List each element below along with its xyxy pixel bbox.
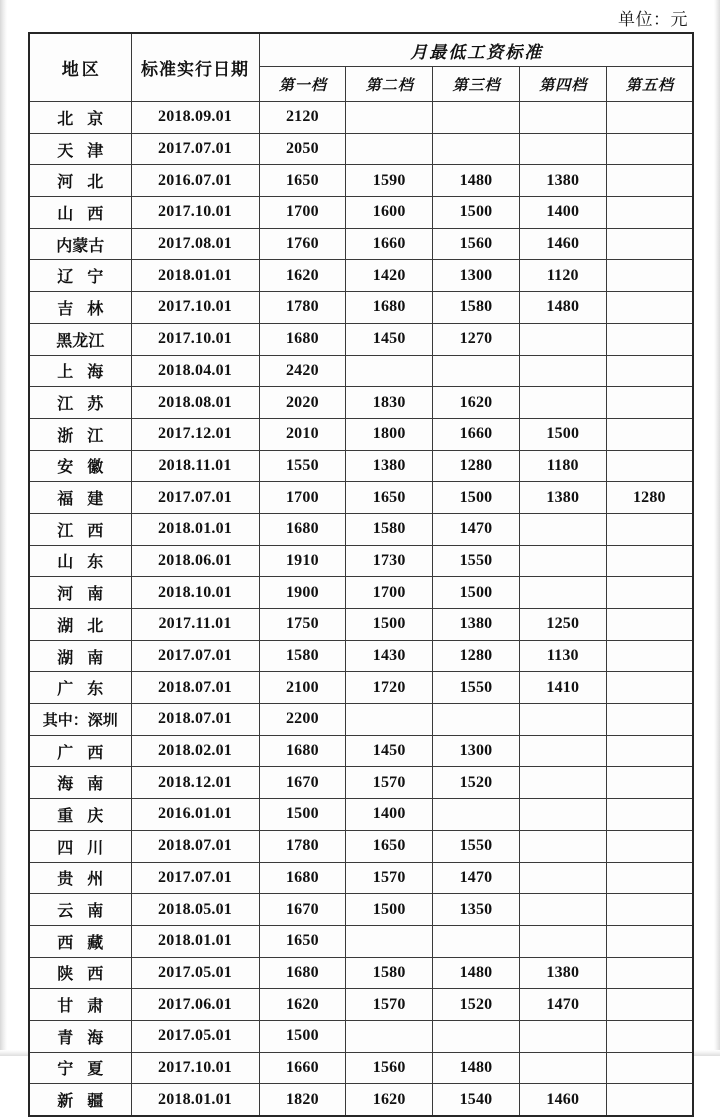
cell-tier-5 xyxy=(606,672,693,704)
cell-tier-1: 1670 xyxy=(259,894,346,926)
cell-tier-5 xyxy=(606,989,693,1021)
cell-region: 天津 xyxy=(29,133,131,165)
cell-tier-4 xyxy=(519,767,606,799)
cell-tier-1: 1700 xyxy=(259,482,346,514)
cell-tier-2: 1450 xyxy=(346,323,433,355)
cell-tier-3 xyxy=(433,355,520,387)
table-row xyxy=(29,323,693,355)
cell-tier-4: 1380 xyxy=(519,957,606,989)
cell-effective-date: 2018.06.01 xyxy=(131,545,259,577)
cell-tier-2: 1600 xyxy=(346,197,433,229)
column-header-group-monthly-minimum-wage: 月最低工资标准 xyxy=(259,33,693,67)
table-row xyxy=(29,355,693,387)
cell-tier-5 xyxy=(606,704,693,736)
cell-tier-2: 1580 xyxy=(346,957,433,989)
cell-tier-3: 1280 xyxy=(433,640,520,672)
cell-tier-5 xyxy=(606,355,693,387)
column-header-effective-date: 标准实行日期 xyxy=(131,33,259,102)
cell-tier-4: 1120 xyxy=(519,260,606,292)
column-header-tier-3: 第三档 xyxy=(433,67,520,102)
cell-tier-1: 2200 xyxy=(259,704,346,736)
cell-region: 广东 xyxy=(29,672,131,704)
cell-tier-5 xyxy=(606,387,693,419)
cell-tier-1: 1750 xyxy=(259,609,346,641)
table-row xyxy=(29,830,693,862)
cell-tier-1: 1670 xyxy=(259,767,346,799)
cell-tier-3: 1520 xyxy=(433,989,520,1021)
cell-effective-date: 2017.10.01 xyxy=(131,292,259,324)
cell-region: 四川 xyxy=(29,830,131,862)
cell-tier-1: 1760 xyxy=(259,228,346,260)
cell-tier-4 xyxy=(519,704,606,736)
cell-tier-5 xyxy=(606,640,693,672)
cell-region: 甘肃 xyxy=(29,989,131,1021)
cell-tier-1: 1680 xyxy=(259,513,346,545)
cell-tier-3 xyxy=(433,704,520,736)
cell-tier-5 xyxy=(606,165,693,197)
cell-effective-date: 2018.01.01 xyxy=(131,513,259,545)
cell-tier-1: 1910 xyxy=(259,545,346,577)
cell-tier-5 xyxy=(606,102,693,134)
cell-tier-4 xyxy=(519,735,606,767)
cell-tier-4: 1380 xyxy=(519,482,606,514)
cell-tier-2: 1700 xyxy=(346,577,433,609)
cell-tier-3: 1500 xyxy=(433,577,520,609)
cell-tier-2 xyxy=(346,102,433,134)
cell-effective-date: 2017.05.01 xyxy=(131,1020,259,1052)
cell-tier-4: 1250 xyxy=(519,609,606,641)
cell-tier-1: 1500 xyxy=(259,799,346,831)
table-row xyxy=(29,197,693,229)
cell-tier-2 xyxy=(346,704,433,736)
cell-effective-date: 2018.10.01 xyxy=(131,577,259,609)
cell-tier-5 xyxy=(606,323,693,355)
table-row xyxy=(29,1052,693,1084)
minimum-wage-table xyxy=(28,32,694,1117)
cell-region: 广西 xyxy=(29,735,131,767)
cell-tier-3 xyxy=(433,925,520,957)
cell-effective-date: 2016.01.01 xyxy=(131,799,259,831)
cell-region: 湖北 xyxy=(29,609,131,641)
cell-tier-1: 1650 xyxy=(259,925,346,957)
cell-tier-3: 1270 xyxy=(433,323,520,355)
table-header xyxy=(29,33,693,102)
cell-tier-4 xyxy=(519,513,606,545)
cell-tier-5 xyxy=(606,609,693,641)
table-row xyxy=(29,704,693,736)
cell-effective-date: 2018.11.01 xyxy=(131,450,259,482)
cell-region: 其中：深圳 xyxy=(29,704,131,736)
cell-tier-4: 1500 xyxy=(519,418,606,450)
cell-region: 北京 xyxy=(29,102,131,134)
cell-effective-date: 2018.12.01 xyxy=(131,767,259,799)
table-row xyxy=(29,577,693,609)
cell-tier-3 xyxy=(433,133,520,165)
cell-tier-5 xyxy=(606,292,693,324)
cell-tier-3: 1620 xyxy=(433,387,520,419)
cell-tier-2: 1380 xyxy=(346,450,433,482)
cell-tier-4: 1380 xyxy=(519,165,606,197)
cell-effective-date: 2017.10.01 xyxy=(131,197,259,229)
cell-tier-4 xyxy=(519,1020,606,1052)
cell-tier-4: 1480 xyxy=(519,292,606,324)
table-row xyxy=(29,260,693,292)
cell-tier-5 xyxy=(606,862,693,894)
cell-tier-1: 1780 xyxy=(259,830,346,862)
cell-tier-4 xyxy=(519,387,606,419)
cell-tier-1: 2100 xyxy=(259,672,346,704)
table-row xyxy=(29,513,693,545)
cell-effective-date: 2018.01.01 xyxy=(131,1084,259,1116)
cell-region: 河北 xyxy=(29,165,131,197)
column-header-tier-2: 第二档 xyxy=(346,67,433,102)
table-row xyxy=(29,1020,693,1052)
cell-effective-date: 2017.07.01 xyxy=(131,862,259,894)
cell-tier-2: 1680 xyxy=(346,292,433,324)
cell-tier-3 xyxy=(433,1020,520,1052)
cell-tier-3: 1480 xyxy=(433,1052,520,1084)
cell-tier-1: 1580 xyxy=(259,640,346,672)
column-header-tier-1: 第一档 xyxy=(259,67,346,102)
cell-tier-5 xyxy=(606,957,693,989)
cell-tier-2 xyxy=(346,355,433,387)
cell-tier-4: 1460 xyxy=(519,1084,606,1116)
cell-tier-5 xyxy=(606,1052,693,1084)
cell-effective-date: 2017.10.01 xyxy=(131,323,259,355)
table-row xyxy=(29,1084,693,1116)
cell-tier-2: 1590 xyxy=(346,165,433,197)
cell-region: 西藏 xyxy=(29,925,131,957)
cell-tier-2: 1580 xyxy=(346,513,433,545)
cell-tier-3: 1550 xyxy=(433,672,520,704)
cell-tier-5 xyxy=(606,894,693,926)
cell-region: 山东 xyxy=(29,545,131,577)
cell-effective-date: 2017.05.01 xyxy=(131,957,259,989)
cell-region: 安徽 xyxy=(29,450,131,482)
cell-tier-2: 1450 xyxy=(346,735,433,767)
cell-tier-3: 1660 xyxy=(433,418,520,450)
cell-tier-2: 1570 xyxy=(346,767,433,799)
table-row xyxy=(29,894,693,926)
cell-effective-date: 2018.08.01 xyxy=(131,387,259,419)
cell-region: 内蒙古 xyxy=(29,228,131,260)
cell-tier-1: 2120 xyxy=(259,102,346,134)
cell-region: 海南 xyxy=(29,767,131,799)
cell-tier-2: 1650 xyxy=(346,830,433,862)
cell-tier-3: 1480 xyxy=(433,165,520,197)
cell-tier-1: 1680 xyxy=(259,735,346,767)
cell-effective-date: 2018.07.01 xyxy=(131,672,259,704)
cell-tier-5 xyxy=(606,925,693,957)
cell-tier-3: 1280 xyxy=(433,450,520,482)
table-row xyxy=(29,133,693,165)
cell-tier-1: 1620 xyxy=(259,260,346,292)
table-row xyxy=(29,735,693,767)
cell-tier-3: 1500 xyxy=(433,482,520,514)
cell-region: 河南 xyxy=(29,577,131,609)
header-row-top xyxy=(29,33,693,67)
cell-effective-date: 2017.06.01 xyxy=(131,989,259,1021)
cell-tier-3: 1580 xyxy=(433,292,520,324)
cell-tier-3: 1540 xyxy=(433,1084,520,1116)
cell-tier-5 xyxy=(606,545,693,577)
cell-tier-1: 1550 xyxy=(259,450,346,482)
cell-tier-2: 1570 xyxy=(346,862,433,894)
cell-tier-1: 1680 xyxy=(259,957,346,989)
cell-tier-4: 1400 xyxy=(519,197,606,229)
cell-region: 陕西 xyxy=(29,957,131,989)
cell-tier-4 xyxy=(519,799,606,831)
cell-tier-5 xyxy=(606,799,693,831)
cell-tier-3: 1470 xyxy=(433,513,520,545)
table-row xyxy=(29,450,693,482)
table-row xyxy=(29,292,693,324)
cell-tier-5 xyxy=(606,1020,693,1052)
cell-tier-4 xyxy=(519,355,606,387)
table-row xyxy=(29,545,693,577)
cell-tier-4: 1180 xyxy=(519,450,606,482)
cell-tier-4 xyxy=(519,545,606,577)
cell-tier-2: 1560 xyxy=(346,1052,433,1084)
table-row xyxy=(29,925,693,957)
table-row xyxy=(29,165,693,197)
cell-tier-4 xyxy=(519,862,606,894)
cell-tier-3: 1470 xyxy=(433,862,520,894)
cell-region: 重庆 xyxy=(29,799,131,831)
cell-tier-4 xyxy=(519,830,606,862)
table-row xyxy=(29,482,693,514)
cell-region: 福建 xyxy=(29,482,131,514)
cell-tier-2: 1400 xyxy=(346,799,433,831)
cell-tier-1: 2050 xyxy=(259,133,346,165)
cell-tier-5 xyxy=(606,767,693,799)
cell-region: 吉林 xyxy=(29,292,131,324)
cell-tier-2: 1830 xyxy=(346,387,433,419)
cell-effective-date: 2018.01.01 xyxy=(131,260,259,292)
cell-tier-4: 1470 xyxy=(519,989,606,1021)
table-row xyxy=(29,102,693,134)
cell-tier-3: 1560 xyxy=(433,228,520,260)
cell-effective-date: 2018.01.01 xyxy=(131,925,259,957)
table-row xyxy=(29,418,693,450)
cell-tier-1: 2020 xyxy=(259,387,346,419)
cell-tier-4 xyxy=(519,925,606,957)
cell-tier-2: 1650 xyxy=(346,482,433,514)
cell-tier-3: 1480 xyxy=(433,957,520,989)
cell-tier-1: 1660 xyxy=(259,1052,346,1084)
cell-effective-date: 2017.10.01 xyxy=(131,1052,259,1084)
table-body xyxy=(29,102,693,1117)
column-header-tier-5: 第五档 xyxy=(606,67,693,102)
cell-tier-3 xyxy=(433,102,520,134)
cell-tier-4 xyxy=(519,1052,606,1084)
cell-tier-4 xyxy=(519,577,606,609)
cell-tier-1: 2420 xyxy=(259,355,346,387)
cell-tier-1: 2010 xyxy=(259,418,346,450)
cell-tier-2: 1800 xyxy=(346,418,433,450)
cell-tier-1: 1680 xyxy=(259,323,346,355)
cell-tier-2: 1430 xyxy=(346,640,433,672)
cell-region: 宁夏 xyxy=(29,1052,131,1084)
cell-tier-5 xyxy=(606,1084,693,1116)
column-header-tier-4: 第四档 xyxy=(519,67,606,102)
cell-tier-5 xyxy=(606,197,693,229)
unit-note: 单位：元 xyxy=(618,10,688,29)
cell-effective-date: 2018.07.01 xyxy=(131,830,259,862)
cell-tier-3: 1380 xyxy=(433,609,520,641)
cell-tier-4: 1410 xyxy=(519,672,606,704)
cell-effective-date: 2017.07.01 xyxy=(131,482,259,514)
cell-tier-2: 1620 xyxy=(346,1084,433,1116)
cell-effective-date: 2017.08.01 xyxy=(131,228,259,260)
cell-tier-2 xyxy=(346,133,433,165)
cell-region: 浙江 xyxy=(29,418,131,450)
cell-tier-4 xyxy=(519,102,606,134)
cell-tier-2: 1420 xyxy=(346,260,433,292)
cell-region: 青海 xyxy=(29,1020,131,1052)
cell-tier-4: 1460 xyxy=(519,228,606,260)
cell-tier-2: 1500 xyxy=(346,894,433,926)
cell-tier-1: 1900 xyxy=(259,577,346,609)
cell-region: 黑龙江 xyxy=(29,323,131,355)
cell-region: 江西 xyxy=(29,513,131,545)
cell-tier-3: 1300 xyxy=(433,735,520,767)
cell-tier-3: 1550 xyxy=(433,830,520,862)
cell-tier-1: 1820 xyxy=(259,1084,346,1116)
cell-tier-5 xyxy=(606,260,693,292)
cell-effective-date: 2018.09.01 xyxy=(131,102,259,134)
cell-effective-date: 2018.02.01 xyxy=(131,735,259,767)
cell-tier-4 xyxy=(519,894,606,926)
table-row xyxy=(29,957,693,989)
cell-effective-date: 2016.07.01 xyxy=(131,165,259,197)
cell-effective-date: 2017.07.01 xyxy=(131,133,259,165)
cell-tier-1: 1500 xyxy=(259,1020,346,1052)
cell-tier-5 xyxy=(606,577,693,609)
cell-effective-date: 2018.07.01 xyxy=(131,704,259,736)
cell-tier-3: 1350 xyxy=(433,894,520,926)
cell-region: 山西 xyxy=(29,197,131,229)
table-row xyxy=(29,862,693,894)
cell-tier-4 xyxy=(519,133,606,165)
cell-effective-date: 2018.05.01 xyxy=(131,894,259,926)
table-row xyxy=(29,609,693,641)
cell-tier-1: 1780 xyxy=(259,292,346,324)
cell-tier-1: 1620 xyxy=(259,989,346,1021)
cell-tier-1: 1700 xyxy=(259,197,346,229)
cell-tier-2: 1500 xyxy=(346,609,433,641)
cell-tier-5 xyxy=(606,133,693,165)
cell-region: 辽宁 xyxy=(29,260,131,292)
cell-tier-3 xyxy=(433,799,520,831)
cell-tier-5 xyxy=(606,830,693,862)
table-row xyxy=(29,672,693,704)
cell-tier-5: 1280 xyxy=(606,482,693,514)
cell-region: 云南 xyxy=(29,894,131,926)
cell-tier-3: 1520 xyxy=(433,767,520,799)
column-header-region: 地区 xyxy=(29,33,131,102)
cell-tier-1: 1680 xyxy=(259,862,346,894)
cell-tier-5 xyxy=(606,228,693,260)
cell-tier-4: 1130 xyxy=(519,640,606,672)
cell-effective-date: 2018.04.01 xyxy=(131,355,259,387)
cell-tier-2: 1570 xyxy=(346,989,433,1021)
table-row xyxy=(29,228,693,260)
table-row xyxy=(29,989,693,1021)
table-row xyxy=(29,387,693,419)
cell-region: 上海 xyxy=(29,355,131,387)
cell-effective-date: 2017.07.01 xyxy=(131,640,259,672)
cell-effective-date: 2017.11.01 xyxy=(131,609,259,641)
cell-tier-5 xyxy=(606,513,693,545)
cell-tier-2: 1660 xyxy=(346,228,433,260)
cell-tier-2 xyxy=(346,925,433,957)
cell-tier-2: 1720 xyxy=(346,672,433,704)
cell-tier-4 xyxy=(519,323,606,355)
cell-region: 江苏 xyxy=(29,387,131,419)
cell-tier-1: 1650 xyxy=(259,165,346,197)
cell-region: 新疆 xyxy=(29,1084,131,1116)
cell-tier-3: 1300 xyxy=(433,260,520,292)
cell-effective-date: 2017.12.01 xyxy=(131,418,259,450)
cell-tier-3: 1500 xyxy=(433,197,520,229)
cell-tier-5 xyxy=(606,450,693,482)
table-row xyxy=(29,640,693,672)
table-row xyxy=(29,767,693,799)
cell-region: 湖南 xyxy=(29,640,131,672)
cell-tier-2 xyxy=(346,1020,433,1052)
table-row xyxy=(29,799,693,831)
cell-tier-3: 1550 xyxy=(433,545,520,577)
cell-tier-5 xyxy=(606,418,693,450)
cell-region: 贵州 xyxy=(29,862,131,894)
cell-tier-5 xyxy=(606,735,693,767)
cell-tier-2: 1730 xyxy=(346,545,433,577)
